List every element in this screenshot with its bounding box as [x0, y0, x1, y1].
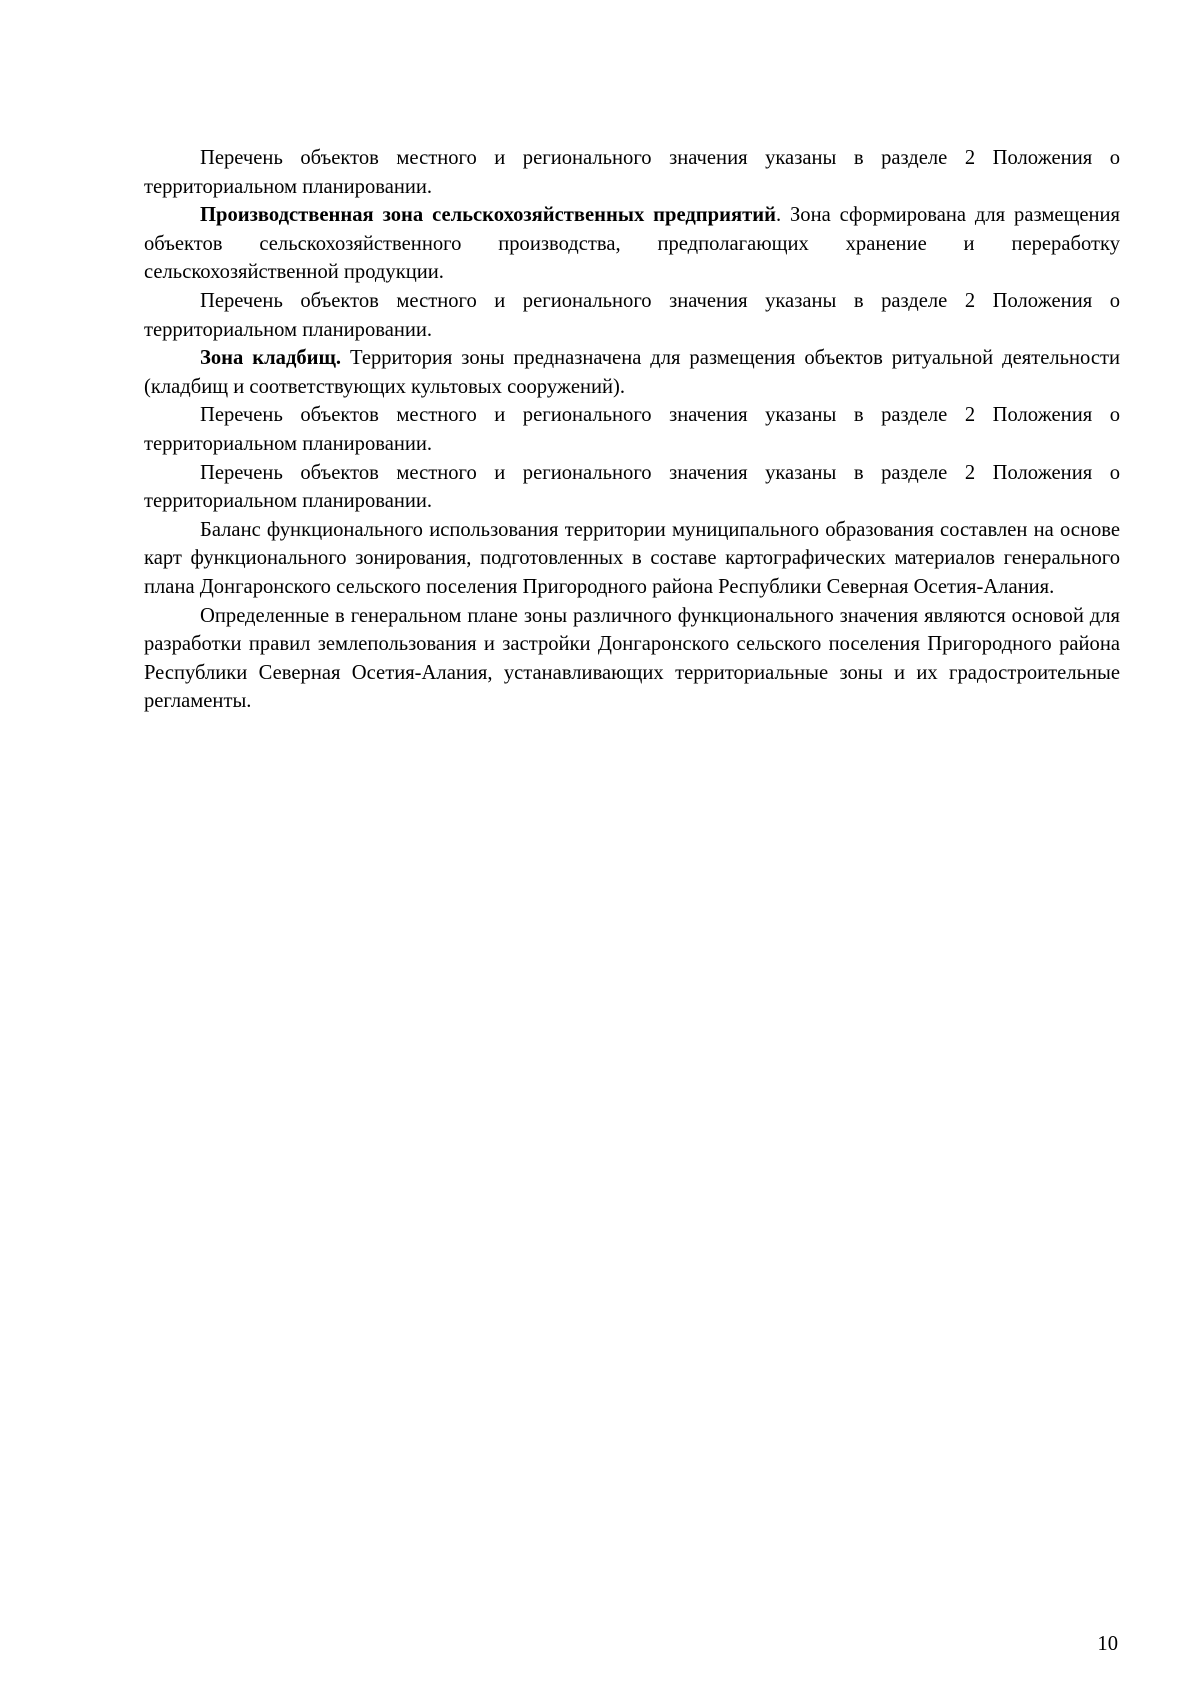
paragraph-2-text: . Зона сформирована для размещения объектов сельскохозяйственного производства, предполагающих хранение и переработку сельскохозяйственной продукции.	[144, 204, 1121, 284]
paragraph-2-heading: Производственная зона сельскохозяйственных предприятий	[200, 204, 776, 227]
paragraph-6	[144, 459, 1120, 516]
paragraph-8	[144, 602, 1120, 716]
paragraph-1-text: Перечень объектов местного и регионального значения указаны в разделе 2 Положения о территориальном планировании.	[144, 147, 1120, 198]
paragraph-4-text: Территория зоны предназначена для размещения объектов ритуальной деятельности (кладбищ и соответствующих культовых сооружений).	[144, 347, 1120, 398]
paragraph-7	[144, 516, 1120, 602]
paragraph-6-text: Перечень объектов местного и регионального значения указаны в разделе 2 Положения о территориальном планировании.	[144, 461, 1120, 513]
paragraph-1	[144, 144, 1120, 201]
document-body	[144, 144, 1120, 716]
paragraph-4	[144, 344, 1120, 401]
paragraph-5	[144, 401, 1120, 458]
paragraph-5-text: Перечень объектов местного и регионального значения указаны в разделе 2 Положения о территориальном планировании.	[144, 404, 1120, 455]
paragraph-7-text: Баланс функционального использования территории муниципального образования составлен на основе карт функционального зонирования, подготовленных в составе картографических материалов генерального плана Донгаронского сельского поселения Пригородного района Республики Северная Осетия-Алания.	[144, 518, 1120, 598]
paragraph-2	[144, 201, 1120, 287]
paragraph-3-text: Перечень объектов местного и регионального значения указаны в разделе 2 Положения о территориальном планировании.	[144, 289, 1120, 341]
paragraph-8-text: Определенные в генеральном плане зоны различного функционального значения являются основой для разработки правил землепользования и застройки Донгаронского сельского поселения Пригородного района Республики Северная Осетия-Алания, устанавливающих территориальные зоны и их градостроительные регламенты.	[144, 604, 1120, 713]
page-number: 10	[1097, 1633, 1118, 1655]
paragraph-4-heading: Зона кладбищ.	[200, 347, 342, 370]
paragraph-3	[144, 287, 1120, 344]
